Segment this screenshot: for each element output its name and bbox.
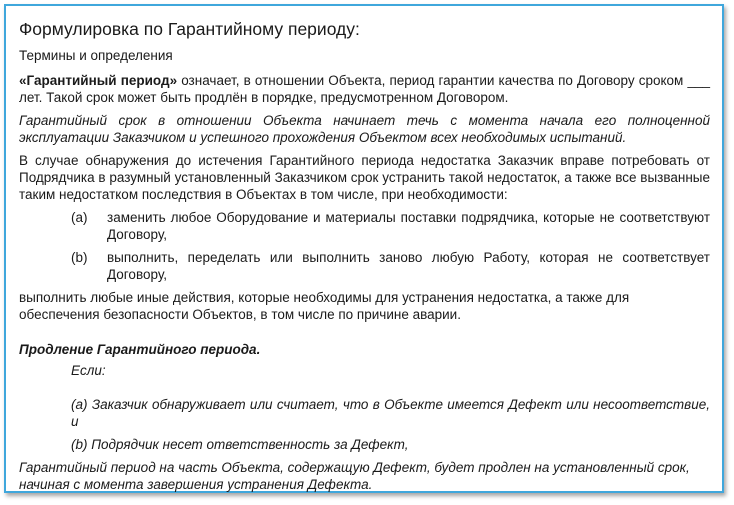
document-frame	[4, 4, 724, 493]
remedy-text: выполнить, переделать или выполнить заново любую Работу, которая не соответствует Договору,	[107, 250, 710, 282]
extension-heading: Продление Гарантийного периода.	[19, 342, 261, 357]
extension-condition-b: (b) Подрядчик несет ответственность за Дефект,	[71, 437, 409, 452]
defined-term: «Гарантийный период»	[19, 73, 178, 88]
warranty-start-note: Гарантийный срок в отношении Объекта начинает течь с момента начала его полноценной эксплуатации Заказчиком и успешного прохождения Объектом всех необходимых испытаний.	[19, 113, 710, 145]
defect-intro-paragraph: В случае обнаружения до истечения Гарантийного периода недостатка Заказчик вправе потребовать от Подрядчика в разумный установленный Заказчиком срок устранить такой недостаток, а также все вызванные таким недостатком последствия в Объектах в том числе, при необходимости:	[19, 153, 710, 202]
remedy-text: заменить любое Оборудование и материалы поставки подрядчика, которые не соответствуют Договору,	[107, 210, 710, 242]
remedy-marker: (b)	[71, 250, 88, 265]
remedy-item-b	[71, 249, 710, 283]
document-title: Формулировка по Гарантийному периоду:	[19, 19, 360, 39]
remedy-marker: (a)	[71, 210, 88, 225]
section-subheading: Термины и определения	[19, 48, 173, 63]
definition-paragraph	[19, 72, 710, 106]
extension-result: Гарантийный период на часть Объекта, содержащую Дефект, будет продлен на установленный срок, начиная с момента завершения устранения Дефекта.	[19, 460, 690, 492]
remedy-item-a	[71, 209, 710, 243]
conclusion-paragraph: выполнить любые иные действия, которые необходимы для устранения недостатка, а также для обеспечения безопасности Объектов, в том числе по причине аварии.	[19, 290, 630, 322]
definition-text: означает, в отношении Объекта, период гарантии качества по Договору сроком ___ лет. Такой срок может быть продлён в порядке, предусмотренном Договором.	[19, 73, 710, 105]
extension-condition-a: (a) Заказчик обнаруживает или считает, что в Объекте имеется Дефект или несоответствие, и	[71, 397, 710, 429]
extension-if-label: Если:	[71, 363, 106, 378]
